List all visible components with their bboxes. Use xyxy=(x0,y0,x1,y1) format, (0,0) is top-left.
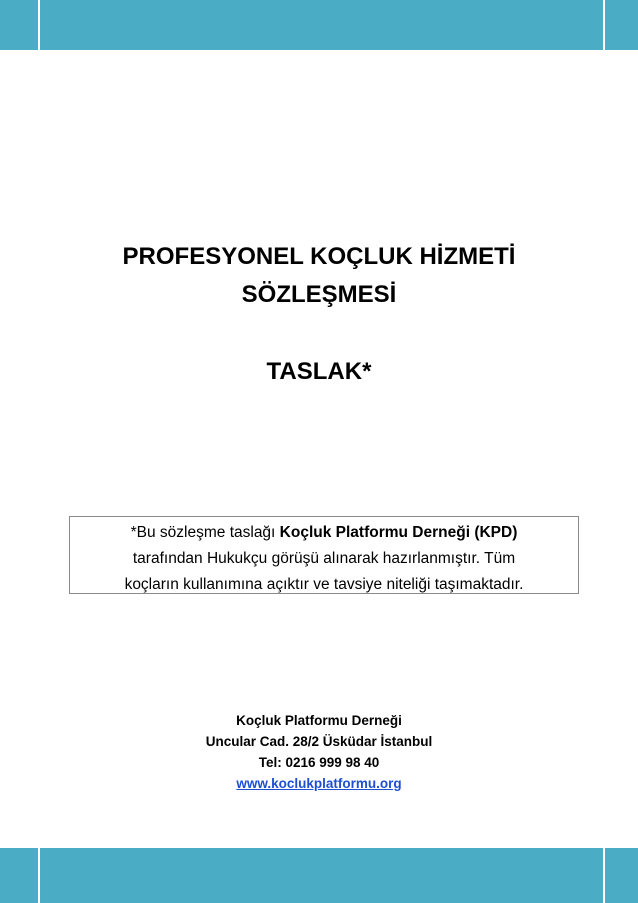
title-line-1: PROFESYONEL KOÇLUK HİZMETİ xyxy=(122,243,516,270)
corner-divider xyxy=(603,846,638,848)
bottom-frame-band xyxy=(0,848,638,903)
organization-name: Koçluk Platformu Derneği (KPD) xyxy=(279,524,518,541)
draft-label: TASLAK* xyxy=(266,358,372,385)
website-link[interactable]: www.koclukplatformu.org xyxy=(236,776,402,791)
disclaimer-line-1 xyxy=(70,520,578,546)
corner-divider xyxy=(38,848,40,903)
corner-divider xyxy=(0,846,40,848)
contact-organization: Koçluk Platformu Derneği xyxy=(236,713,402,728)
contact-address: Uncular Cad. 28/2 Üsküdar İstanbul xyxy=(205,734,433,749)
disclaimer-prefix: *Bu sözleşme taslağı xyxy=(130,524,280,541)
contact-phone: Tel: 0216 999 98 40 xyxy=(258,755,380,770)
corner-divider xyxy=(603,50,638,52)
document-title xyxy=(60,238,578,388)
disclaimer-line-3: koçların kullanımına açıktır ve tavsiye niteliği taşımaktadır. xyxy=(124,576,524,593)
corner-divider xyxy=(38,0,40,50)
top-frame-band xyxy=(0,0,638,50)
disclaimer-line-2: tarafından Hukukçu görüşü alınarak hazırlanmıştır. Tüm xyxy=(132,550,516,567)
corner-divider xyxy=(603,0,605,50)
corner-divider xyxy=(603,848,605,903)
title-line-2: SÖZLEŞMESİ xyxy=(241,281,397,308)
disclaimer-box xyxy=(69,516,579,594)
corner-divider xyxy=(0,50,40,52)
contact-block xyxy=(119,710,519,794)
